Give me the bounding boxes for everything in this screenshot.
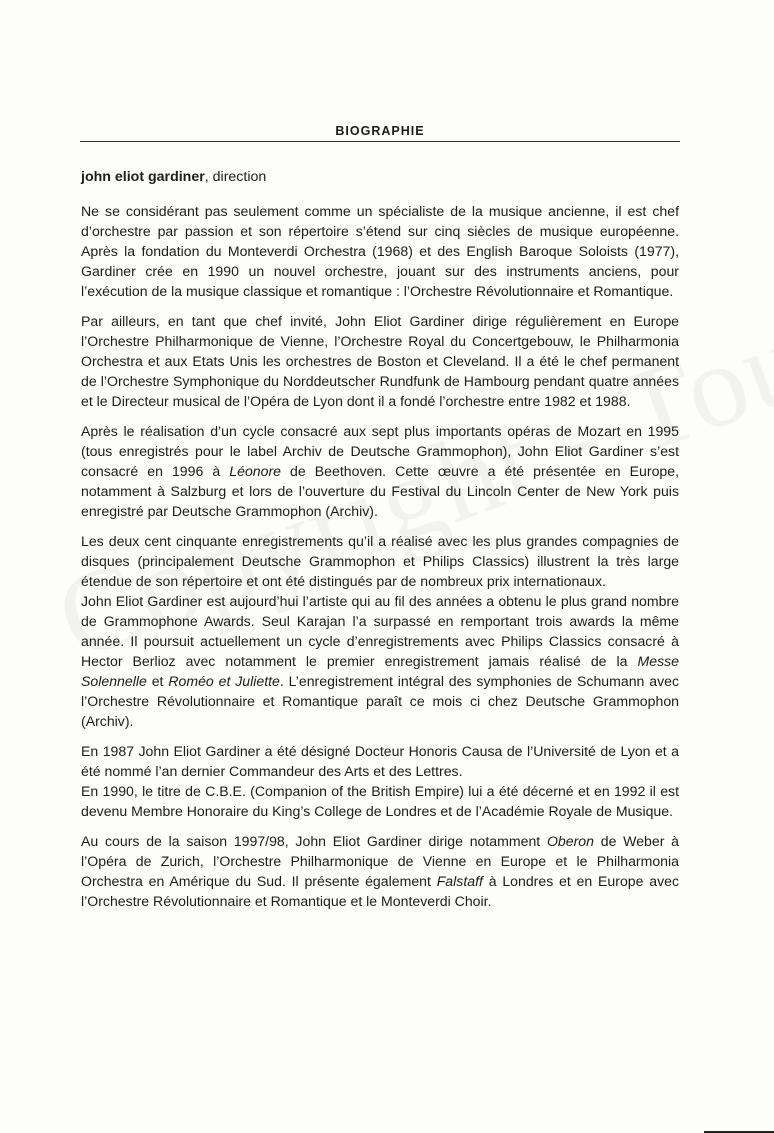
work-title-messe: Messe Solennelle [81,653,679,689]
paragraph-3-text-b: de Beethoven. Cette œuvre a été présentée en Europe, notamment à Salzburg et lors de l’ouverture du Festival du Lincoln Center de New York puis enregistré par Deutsche Grammophon (Archiv). [81,463,679,519]
paragraph-3-text-a: Après le réalisation d’un cycle consacré aux sept plus importants opéras de Mozart en 1995 (tous enregistrés pour le label Archiv de Deutsche Grammophon), John Eliot Gardiner s’est consacré en 1996 à [81,423,679,479]
work-title-falstaff: Falstaff [436,873,483,889]
section-title: BIOGRAPHIE [335,124,425,138]
paragraph-5 [81,591,679,731]
paragraph-8-text-b: de Weber à l’Opéra de Zurich, l’Orchestre Philharmonique de Vienne en Europe et le Philharmonia Orchestra en Amérique du Sud. Il présente également [81,833,679,889]
artist-name: john eliot gardiner [81,169,205,185]
work-title-romeo: Roméo et Juliette [168,673,280,689]
artist-role: , direction [204,169,267,185]
paragraph-8 [81,831,679,911]
work-title-leonore: Léonore [229,463,281,479]
paragraph-8-text-c: à Londres et en Europe avec l’Orchestre Révolutionnaire et Romantique et le Monteverdi Choir. [81,873,680,909]
paragraph-1: Ne se considérant pas seulement comme un spécialiste de la musique ancienne, il est chef d’orchestre par passion et son répertoire s’étend sur cinq siècles de musique européenne. Après la fondation du Monteverdi Orchestra (1968) et des English Baroque Soloists (1977), Gardiner crée en 1990 un nouvel orchestre, jouant sur des instruments anciens, pour l’exécution de la musique classique et romantique : l’Orchestre Révolutionnaire et Romantique. [81,203,679,299]
work-title-oberon: Oberon [546,833,594,849]
paragraph-6: En 1987 John Eliot Gardiner a été désigné Docteur Honoris Causa de l’Université de Lyon et a été nommé l’an dernier Commandeur des Arts et des Lettres. [81,743,679,779]
paragraph-3 [81,421,679,521]
artist-heading [81,167,679,187]
paragraph-5-text-b: . L’enregistrement intégral des symphonies de Schumann avec l’Orchestre Révolutionnaire et Romantique paraît ce mois ci chez Deutsche Grammophon (Archiv). [81,673,680,729]
paragraph-4: Les deux cent cinquante enregistrements qu’il a réalisé avec les plus grandes compagnies de disques (principalement Deutsche Grammophon et Philips Classics) illustrent la très large étendue de son répertoire et ont été distingués par de nombreux prix internationaux. [81,533,679,589]
paragraph-5-text-a: John Eliot Gardiner est aujourd’hui l’artiste qui au fil des années a obtenu le plus grand nombre de Grammophone Awards. Seul Karajan l’a surpassé en remportant trois awards la même année. Il poursuit actuellement un cycle d’enregistrements avec Philips Classics consacré à Hector Berlioz avec notamment le premier enregistrement jamais réalisé de la [81,593,679,669]
paragraph-8-text-a: Au cours de la saison 1997/98, John Eliot Gardiner dirige notamment [81,833,547,849]
paragraph-7: En 1990, le titre de C.B.E. (Companion of the British Empire) lui a été décerné et en 1992 il est devenu Membre Honoraire du King’s College de Londres et de l’Académie Royale de Musique. [81,783,679,819]
paragraph-5-text-mid: et [146,673,169,689]
paragraph-2: Par ailleurs, en tant que chef invité, John Eliot Gardiner dirige régulièrement en Europe l’Orchestre Philharmonique de Vienne, l’Orchestre Royal du Concertgebouw, le Philharmonia Orchestra et aux Etats Unis les orchestres de Boston et Cleveland. Il a été le chef permanent de l’Orchestre Symphonique du Norddeutscher Rundfunk de Hambourg pendant quatre années et le Directeur musical de l’Opéra de Lyon dont il a fondé l’orchestre entre 1982 et 1988. [81,313,679,409]
biography-body [81,167,679,921]
header-divider [80,141,680,142]
